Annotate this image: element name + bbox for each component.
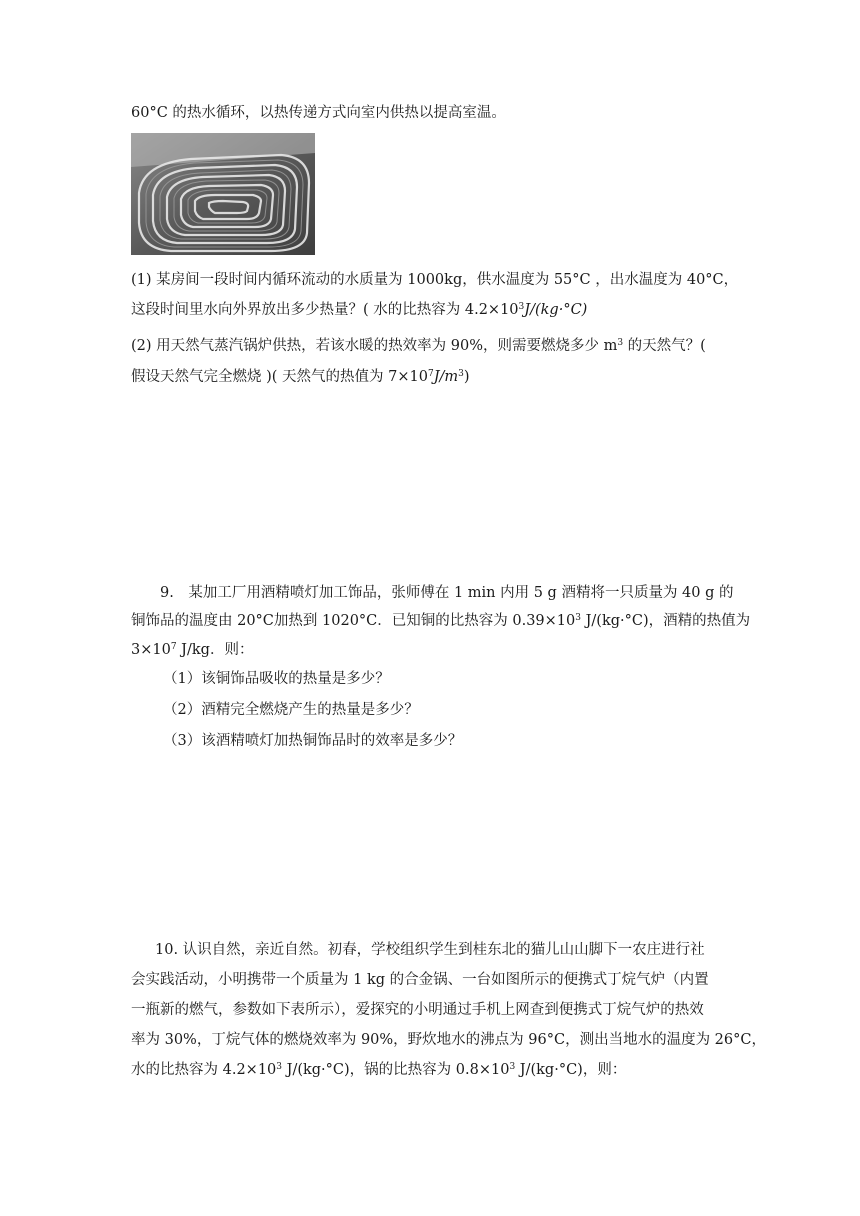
q8-part1-line2 <box>131 300 587 320</box>
q8-part2-line2 <box>131 367 470 387</box>
exponent: 3 <box>575 613 581 623</box>
q9-text: 3×10 <box>131 642 171 658</box>
q8-part2-line1 <box>131 336 706 356</box>
q9-line3 <box>131 640 253 660</box>
q9-text-tail: J/(kg·°C)，酒精的热值为 <box>581 613 751 629</box>
exponent: 3 <box>276 1062 283 1072</box>
exponent: 7 <box>427 369 434 379</box>
close-paren: ) <box>463 369 470 385</box>
q10-line5 <box>131 1060 626 1080</box>
q10-text: 水的比热容为 4.2×10 <box>131 1062 277 1078</box>
q9-text-tail: J/kg．则： <box>176 642 254 658</box>
q9-line2 <box>131 611 750 631</box>
exponent: 7 <box>170 642 177 652</box>
unit: J/(kg·°C) <box>524 302 588 318</box>
q9-sub3: （3）该酒精喷灯加热铜饰品时的效率是多少？ <box>163 733 463 749</box>
q10-text-tail: J/(kg·°C)，则： <box>515 1062 627 1078</box>
q10-line1: 10. 认识自然，亲近自然。初春，学校组织学生到桂东北的猫儿山山脚下一农庄进行社 <box>155 942 705 958</box>
q8-part2-text-tail: 的天然气？( <box>623 338 706 354</box>
exponent: 3 <box>458 369 464 379</box>
floor-heating-pipe-photo <box>131 133 315 255</box>
q9-sub2: （2）酒精完全燃烧产生的热量是多少？ <box>163 702 419 718</box>
q9-line1: 9. 某加工厂用酒精喷灯加工饰品，张师傅在 1 min 内用 5 g 酒精将一只质量为 40 g 的 <box>160 585 734 601</box>
q8-part1-line1: (1) 某房间一段时间内循环流动的水质量为 1000kg，供水温度为 55°C ，出水温度为 40°C， <box>131 272 739 288</box>
q8-part2-text: (2) 用天然气蒸汽锅炉供热，若该水暖的热效率为 90%，则需要燃烧多少 m <box>131 338 618 354</box>
exponent: 3 <box>509 1062 516 1072</box>
q8-part2-text2: 假设天然气完全燃烧 )( 天然气的热值为 7×10 <box>131 369 428 385</box>
q8-part1-text: 这段时间里水向外界放出多少热量？( 水的比热容为 4.2×10 <box>131 302 519 318</box>
exponent: 3 <box>518 302 525 312</box>
q10-text-mid: J/(kg·°C)，锅的比热容为 0.8×10 <box>282 1062 510 1078</box>
q10-line4: 率为 30%，丁烷气体的燃烧效率为 90%，野炊地水的沸点为 96°C，测出当地水的温度为 26°C， <box>131 1032 766 1048</box>
q8-intro: 60°C 的热水循环，以热传递方式向室内供热以提高室温。 <box>131 105 506 121</box>
q10-line2: 会实践活动，小明携带一个质量为 1 kg 的合金锅、一台如图所示的便携式丁烷气炉（内置 <box>131 972 709 988</box>
q9-text: 铜饰品的温度由 20°C加热到 1020°C．已知铜的比热容为 0.39×10 <box>131 613 576 629</box>
q10-line3: 一瓶新的燃气，参数如下表所示），爱探究的小明通过手机上网查到便携式丁烷气炉的热效 <box>131 1002 704 1018</box>
unit: J/m <box>433 369 459 385</box>
exponent: 3 <box>617 338 624 348</box>
q9-sub1: （1）该铜饰品吸收的热量是多少？ <box>163 671 390 687</box>
